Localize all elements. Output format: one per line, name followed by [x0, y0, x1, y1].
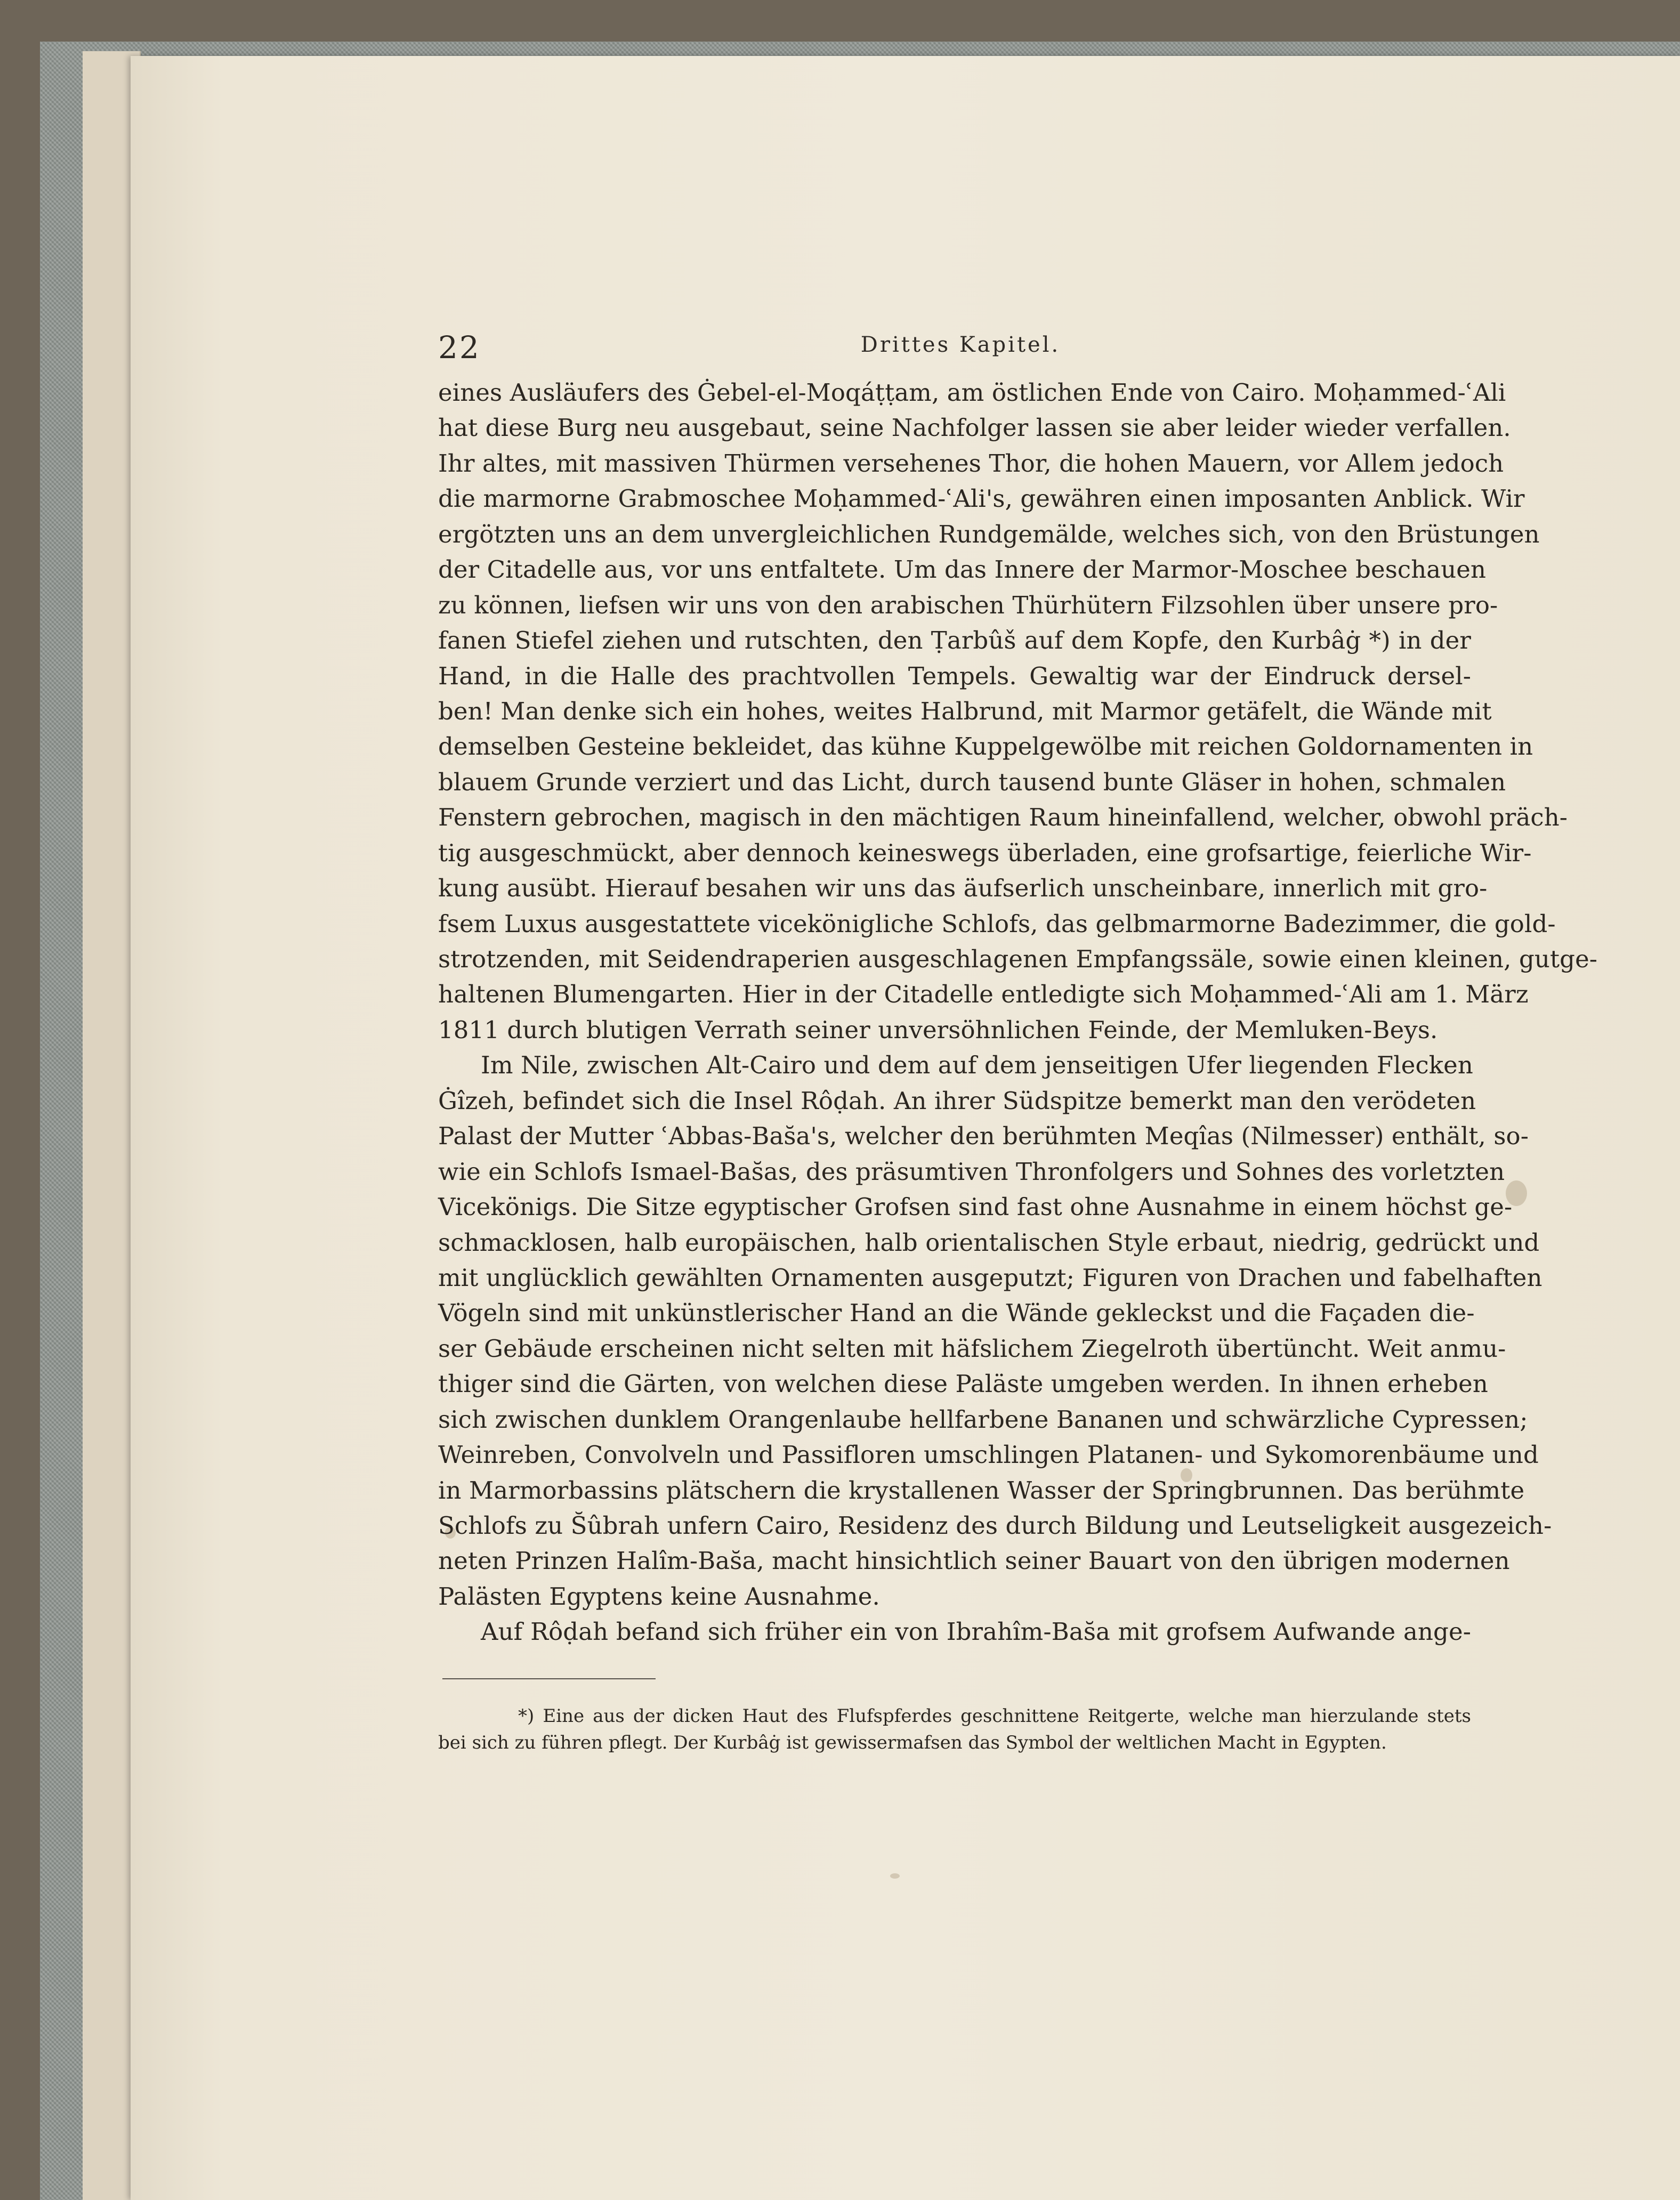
text-line: die marmorne Grabmoschee Moḥammed-ʿAli's, gewähren einen imposanten Anblick. Wir — [438, 484, 1525, 513]
paper-stain — [890, 1873, 900, 1879]
text-line: Palästen Egyptens keine Ausnahme. — [438, 1582, 880, 1611]
text-line: Palast der Mutter ʿAbbas-Bas̆a's, welcher den berühmten Meqîas (Nilmesser) enthält, so- — [438, 1122, 1529, 1151]
footnote-line: bei sich zu führen pflegt. Der Kurbâġ ist gewissermafsen das Symbol der weltlichen Macht in Egypten. — [438, 1732, 1387, 1753]
text-line: Vögeln sind mit unkünstlerischer Hand an die Wände gekleckst und die Façaden die- — [438, 1299, 1475, 1328]
text-line: 1811 durch blutigen Verrath seiner unversöhnlichen Feinde, der Memluken-Beys. — [438, 1015, 1438, 1044]
page-number: 22 — [438, 329, 481, 366]
text-line: haltenen Blumengarten. Hier in der Citadelle entledigte sich Moḥammed-ʿAli am 1. März — [438, 980, 1529, 1009]
text-line: kung ausübt. Hierauf besahen wir uns das äufserlich unscheinbare, innerlich mit gro- — [438, 874, 1488, 903]
text-line: demselben Gesteine bekleidet, das kühne Kuppelgewölbe mit reichen Goldornamenten in — [438, 732, 1533, 761]
footnote-line: *) Eine aus der dicken Haut des Flufspferdes geschnittene Reitgerte, welche man hierzulande stets — [518, 1705, 1471, 1727]
text-line: schmacklosen, halb europäischen, halb orientalischen Style erbaut, niedrig, gedrückt und — [438, 1228, 1540, 1257]
text-line: Hand, in die Halle des prachtvollen Tempels. Gewaltig war der Eindruck dersel- — [438, 661, 1471, 690]
running-header — [438, 324, 1483, 367]
text-line: Ġîzeh, befindet sich die Insel Rôḍah. An ihrer Südspitze bemerkt man den verödeten — [438, 1086, 1476, 1115]
footnote — [438, 1703, 1471, 1756]
text-line: neten Prinzen Halîm-Bas̆a, macht hinsichtlich seiner Bauart von den übrigen modernen — [438, 1547, 1510, 1575]
text-line: mit unglücklich gewählten Ornamenten ausgeputzt; Figuren von Drachen und fabelhaften — [438, 1263, 1542, 1292]
text-line: zu können, liefsen wir uns von den arabischen Thürhütern Filzsohlen über unsere pro- — [438, 591, 1498, 619]
text-line: in Marmorbassins plätschern die krystallenen Wasser der Springbrunnen. Das berühmte — [438, 1476, 1525, 1505]
text-line: wie ein Schlofs Ismael-Bas̆as, des präsumtiven Thronfolgers und Sohnes des vorletzten — [438, 1157, 1505, 1186]
text-line: sich zwischen dunklem Orangenlaube hellfarbene Bananen und schwärzliche Cypressen; — [438, 1405, 1528, 1434]
text-line: blauem Grunde verziert und das Licht, durch tausend bunte Gläser in hohen, schmalen — [438, 767, 1506, 796]
text-line: ben! Man denke sich ein hohes, weites Halbrund, mit Marmor getäfelt, die Wände mit — [438, 697, 1492, 725]
text-line: Ihr altes, mit massiven Thürmen versehenes Thor, die hohen Mauern, vor Allem jedoch — [438, 449, 1504, 478]
text-line: tig ausgeschmückt, aber dennoch keineswegs überladen, eine grofsartige, feierliche Wir- — [438, 838, 1532, 867]
text-line: fsem Luxus ausgestattete vicekönigliche Schlofs, das gelbmarmorne Badezimmer, die gold- — [438, 909, 1556, 938]
text-line: der Citadelle aus, vor uns entfaltete. Um das Innere der Marmor-Moschee beschauen — [438, 555, 1487, 584]
text-line: ergötzten uns an dem unvergleichlichen Rundgemälde, welches sich, von den Brüstungen — [438, 520, 1540, 548]
text-line: Fenstern gebrochen, magisch in den mächtigen Raum hineinfallend, welcher, obwohl präch- — [438, 803, 1568, 832]
text-line: fanen Stiefel ziehen und rutschten, den Ṭarbûš auf dem Kopfe, den Kurbâġ *) in der — [438, 626, 1471, 655]
footnote-separator — [442, 1678, 656, 1679]
text-line: hat diese Burg neu ausgebaut, seine Nachfolger lassen sie aber leider wieder verfallen. — [438, 414, 1511, 442]
text-line: thiger sind die Gärten, von welchen diese Paläste umgeben werden. In ihnen erheben — [438, 1370, 1488, 1398]
chapter-title: Drittes Kapitel. — [860, 333, 1061, 357]
text-line: Weinreben, Convolveln und Passifloren umschlingen Platanen- und Sykomorenbäume und — [438, 1441, 1539, 1469]
text-line: Auf Rôḍah befand sich früher ein von Ibrahîm-Bas̆a mit grofsem Aufwande ange- — [481, 1617, 1471, 1646]
text-line: eines Ausläufers des Ġebel-el-Moqáṭṭam, am östlichen Ende von Cairo. Moḥammed-ʿAli — [438, 378, 1506, 407]
text-line: Schlofs zu S̆ûbrah unfern Cairo, Residenz des durch Bildung und Leutseligkeit ausgezeich- — [438, 1511, 1552, 1540]
text-line: strotzenden, mit Seidendraperien ausgeschlagenen Empfangssäle, sowie einen kleinen, gutge- — [438, 945, 1598, 973]
text-line: Vicekönigs. Die Sitze egyptischer Grofsen sind fast ohne Ausnahme in einem höchst ge- — [438, 1193, 1513, 1222]
text-line: Im Nile, zwischen Alt-Cairo und dem auf dem jenseitigen Ufer liegenden Flecken — [481, 1051, 1473, 1080]
body-text — [438, 375, 1598, 1650]
text-line: ser Gebäude erscheinen nicht selten mit häfslichem Ziegelroth übertüncht. Weit anmu- — [438, 1334, 1506, 1363]
